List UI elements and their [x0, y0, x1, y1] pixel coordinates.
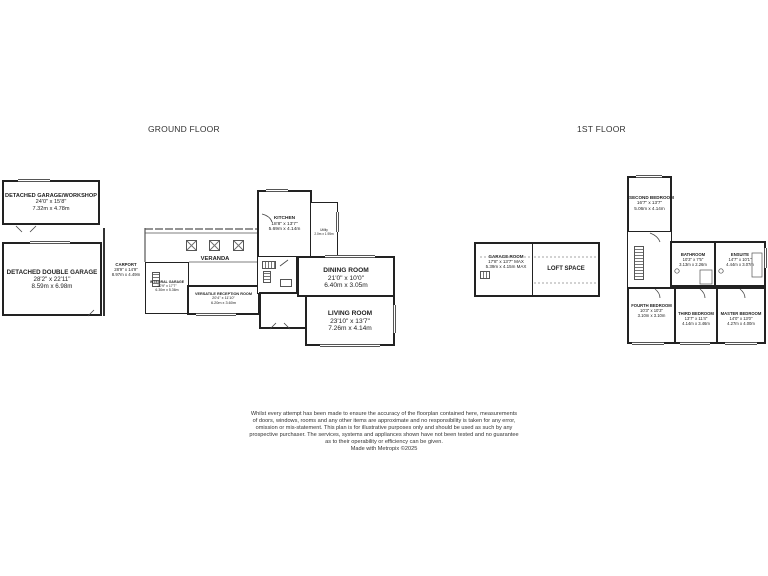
bathroom-imperial: 10'3" x 7'5": [682, 256, 704, 262]
garage-room-label: [482, 254, 530, 270]
skylight-icon: [186, 240, 197, 251]
lower-hall-room: [259, 292, 307, 329]
kitchen-imperial: 18'8" x 13'7": [271, 221, 298, 227]
double-garage-name: DETACHED DOUBLE GARAGE: [6, 269, 98, 276]
dining-room: [297, 256, 395, 297]
skylight-icon: [209, 240, 220, 251]
staircase-icon: [262, 261, 276, 269]
garage-workshop-name: DETACHED GARAGE/WORKSHOP: [5, 193, 97, 199]
living-metric: 7.26m x 4.14m: [328, 325, 372, 333]
second-bedroom-name: SECOND BEDROOM: [629, 195, 674, 200]
window: [632, 342, 664, 345]
living-imperial: 23'10" x 13'7": [330, 317, 370, 325]
window: [393, 305, 396, 333]
second-bedroom-imperial: 16'7" x 13'7": [636, 200, 663, 206]
veranda-name: VERANDA: [200, 256, 230, 262]
staircase-icon: [480, 271, 490, 279]
living-room: [305, 295, 395, 346]
wc-cupboard: [280, 279, 292, 287]
garage-workshop-room: [2, 180, 100, 225]
living-name: LIVING ROOM: [327, 310, 373, 317]
reception-imperial: 20'4" x 11'10": [212, 296, 235, 301]
dining-label: [299, 267, 393, 290]
window: [636, 175, 662, 178]
fourth-bedroom-room: [627, 287, 676, 344]
utility-room: [310, 202, 338, 258]
landing-room: [627, 231, 672, 289]
window: [680, 342, 710, 345]
double-garage-imperial: 28'2" x 22'11": [33, 276, 71, 284]
reception-label: [189, 292, 258, 305]
master-bedroom-imperial: 14'0" x 13'0": [729, 315, 753, 321]
staircase-icon: [634, 246, 644, 280]
dining-imperial: 21'0" x 10'0": [327, 274, 365, 282]
window: [336, 212, 339, 232]
carport-metric: 8.97m x 4.49m: [111, 271, 141, 277]
kitchen-room: [257, 190, 312, 258]
disclaimer-line: prospective purchaser. The services, systems and appliances shown have not been tested and no guarantee: [249, 432, 519, 439]
ensuite-room: [714, 241, 766, 287]
disclaimer-line: of doors, windows, rooms and any other items are approximate and no responsibility is taken for any error,: [252, 418, 516, 425]
garage-workshop-metric: 7.32m x 4.78m: [32, 205, 70, 212]
loft-label: [534, 266, 598, 273]
bathroom-metric: 3.13m x 2.26m: [679, 261, 707, 267]
second-bedroom-room: [627, 176, 672, 233]
ensuite-metric: 4.44m x 3.07m: [726, 261, 754, 267]
bathroom-label: [672, 253, 714, 267]
ensuite-name: ENSUITE: [730, 252, 750, 257]
fourth-bedroom-imperial: 10'3" x 10'3": [640, 307, 663, 313]
integral-garage-room: [145, 262, 189, 314]
garage-room-imperial: 17'8" x 13'7" MAX: [488, 259, 524, 265]
kitchen-metric: 5.69m x 4.14m: [268, 227, 301, 233]
garage-loft-divider: [532, 242, 533, 297]
window: [196, 313, 236, 316]
fourth-bedroom-metric: 3.10m x 3.10m: [637, 312, 666, 318]
disclaimer-line: Whilst every attempt has been made to ensure the accuracy of the floorplan contained here, measurements: [250, 411, 518, 417]
second-bedroom-metric: 5.06m x 4.14m: [634, 205, 665, 211]
hall-room: [257, 256, 297, 294]
master-bedroom-metric: 4.27m x 4.00m: [727, 320, 755, 326]
veranda-label: [190, 256, 240, 263]
carport-name: CARPORT: [115, 262, 137, 267]
window: [320, 344, 380, 347]
window: [18, 179, 50, 182]
fourth-bedroom-name: FOURTH BEDROOM: [631, 303, 672, 308]
master-bedroom-room: [716, 287, 766, 344]
dining-metric: 6.40m x 3.05m: [324, 282, 368, 290]
garage-room-name: GARAGE ROOM: [488, 254, 524, 259]
kitchen-name: KITCHEN: [273, 216, 296, 221]
disclaimer-credit: Made with Metropix ©2025: [350, 446, 418, 453]
carport-label: [104, 263, 148, 278]
integral-garage-name: INTEGRAL GARAGE: [149, 280, 185, 284]
window: [725, 342, 757, 345]
third-bedroom-imperial: 13'7" x 11'4": [684, 315, 708, 321]
window: [325, 255, 375, 258]
master-bedroom-name: MASTER BEDROOM: [720, 311, 762, 316]
bathroom-room: [670, 241, 716, 287]
third-bedroom-name: THIRD BEDROOM: [678, 311, 714, 316]
utility-label: Utility 2.0m x 1.95m: [314, 228, 334, 236]
skylight-icon: [233, 240, 244, 251]
second-bedroom-label: [629, 195, 674, 211]
double-garage-label: [4, 269, 100, 290]
first-floor-title: 1ST FLOOR: [577, 124, 626, 134]
bathroom-name: BATHROOM: [680, 252, 706, 257]
living-label: [307, 310, 393, 333]
double-garage-room: [2, 242, 102, 316]
ensuite-imperial: 14'7" x 10'1": [728, 256, 752, 262]
disclaimer-line: omission or mis-statement. This plan is for illustrative purposes only and should be used as such by any: [255, 425, 513, 432]
kitchen-label: [259, 216, 310, 233]
integral-garage-metric: 6.30m x 5.36m: [155, 288, 179, 293]
disclaimer-text: [230, 411, 538, 454]
master-bedroom-label: [718, 312, 764, 326]
double-garage-metric: 8.59m x 6.98m: [31, 283, 73, 291]
fourth-bedroom-label: [629, 304, 674, 318]
window: [30, 241, 70, 244]
disclaimer-line: as to their operability or efficiency can be given.: [325, 439, 443, 446]
third-bedroom-metric: 4.14m x 3.46m: [682, 320, 710, 326]
reception-metric: 6.20m x 3.60m: [210, 300, 237, 305]
loft-name: LOFT SPACE: [547, 266, 585, 272]
dining-name: DINING ROOM: [323, 267, 369, 274]
third-bedroom-label: [676, 312, 716, 326]
integral-garage-imperial: 20'9" x 17'7": [157, 284, 177, 289]
integral-garage-label: [146, 280, 188, 292]
reception-room: [187, 285, 260, 315]
window: [266, 189, 288, 192]
carport-imperial: 28'9" x 14'9": [114, 266, 138, 272]
third-bedroom-room: [674, 287, 718, 344]
staircase-icon: [263, 271, 271, 283]
reception-name: VERSATILE RECEPTION ROOM: [194, 292, 253, 296]
window: [764, 248, 767, 268]
garage-workshop-label: [4, 193, 98, 212]
garage-workshop-imperial: 24'0" x 15'8": [35, 199, 67, 206]
ground-floor-title: GROUND FLOOR: [148, 124, 220, 134]
garage-room-metric: 5.39m x 4.15m MAX: [485, 264, 527, 270]
ensuite-label: [716, 253, 764, 267]
